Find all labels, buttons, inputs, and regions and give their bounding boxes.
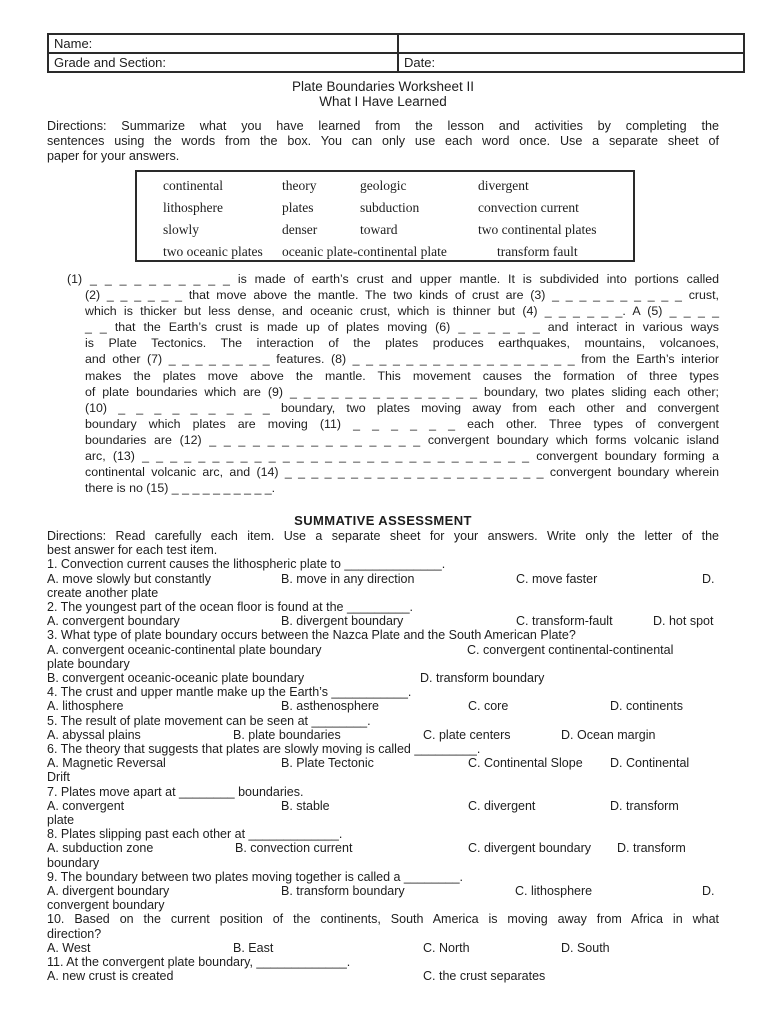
option-c: C. core [468,699,509,714]
name-row [48,34,744,53]
assessment-directions-line: best answer for each test item. [47,543,218,558]
option-line [47,572,719,586]
option-line [47,643,719,657]
directions-line: sentences using the words from the box. You can only use each word once. Use a separate sheet of [47,134,719,149]
option-d: D. Ocean margin [561,727,656,742]
option-b: B. asthenosphere [281,699,379,714]
summative-assessment-title: SUMMATIVE ASSESSMENT [294,513,472,528]
word-bank-item: divergent [478,178,529,193]
option-b: B. convection current [235,841,353,856]
option-a: A. lithosphere [47,699,124,714]
worksheet-title: Plate Boundaries Worksheet II [291,79,475,94]
option-c: C. North [423,940,470,955]
option-c: C. plate centers [423,727,511,742]
option-continuation-line: boundary [47,855,100,870]
word-bank-item: two continental plates [478,222,597,237]
question-continuation-line: direction? [47,926,102,941]
fill-in-line: makes the plates move above the mantle. This movement causes the formation of three types [85,368,719,383]
question-line: 4. The crust and upper mantle make up the Earth’s ___________. [47,685,412,700]
option-d: D. transform boundary [420,670,545,685]
word-bank-item: continental [163,178,223,193]
fill-in-line: boundary which plates are moving (11) _ _ _ _ _ _ each other. Three types of convergent [85,416,719,431]
word-bank-item: toward [360,222,398,237]
option-a: A. subduction zone [47,841,154,856]
question-line: 1. Convection current causes the lithospheric plate to ______________. [47,557,446,572]
fill-in-line: which is thicker but less dense, and oceanic crust, which is thinner but (4) _ _ _ _ _ _. A (5) _ _ _ _ [85,304,719,319]
option-b: B. convergent oceanic-oceanic plate boundary [47,670,305,685]
option-continuation-line: plate [47,812,75,827]
option-c: C. convergent continental-continental [467,642,674,657]
option-c: C. the crust separates [423,969,546,984]
name-value-cell [398,34,744,53]
word-bank-item: transform fault [497,244,578,259]
question-line: 9. The boundary between two plates moving together is called a ________. [47,869,464,884]
option-a: A. convergent boundary [47,614,180,629]
option-b: B. divergent boundary [281,614,404,629]
option-a: A. abyssal plains [47,727,141,742]
option-line [47,671,719,685]
option-line [47,756,719,770]
option-b: B. transform boundary [281,883,405,898]
option-a: A. divergent boundary [47,883,170,898]
option-b: B. stable [281,798,330,813]
option-c: C. transform-fault [516,614,613,629]
word-bank-item: denser [282,222,318,237]
fill-in-line: of plate boundaries which are (9) _ _ _ _ _ _ _ _ _ _ _ _ _ _ boundary, two plates sliding each other; [85,384,719,399]
option-line [47,699,719,713]
option-continuation-line: plate boundary [47,656,130,671]
option-c: C. Continental Slope [468,756,583,771]
word-bank-item: two oceanic plates [163,244,263,259]
fill-in-line: arc, (13) _ _ _ _ _ _ _ _ _ _ _ _ _ _ _ _ _ _ _ _ _ _ _ _ _ _ _ _ convergent boundary forming a [85,449,719,464]
word-bank-item: theory [282,178,317,193]
option-c: C. move faster [516,571,598,586]
option-a: A. convergent [47,798,125,813]
question-line: 5. The result of plate movement can be seen at ________. [47,713,371,728]
option-continuation-line: convergent boundary [47,898,165,913]
option-b: B. plate boundaries [233,727,341,742]
word-bank-item: subduction [360,200,420,215]
option-d: D. continents [610,699,683,714]
option-line [47,941,719,955]
option-c: C. divergent [468,798,536,813]
option-b: B. Plate Tectonic [281,756,374,771]
question-line: 3. What type of plate boundary occurs between the Nazca Plate and the South American Plate? [47,628,576,643]
option-line [47,799,719,813]
option-c: C. divergent boundary [468,841,591,856]
grade-date-row [48,53,744,72]
option-a: A. convergent oceanic-continental plate boundary [47,642,322,657]
fill-in-line: _ _ that the Earth’s crust is made up of plates moving (6) _ _ _ _ _ _ and interact in various ways [85,320,719,335]
title-block [47,79,719,109]
question-line: 10. Based on the current position of the continents, South America is moving away from Africa in what [47,912,719,927]
directions-line: paper for your answers. [47,149,180,164]
word-bank-item: slowly [163,222,200,237]
directions-paragraph [47,119,719,164]
option-c: C. lithosphere [515,883,593,898]
word-bank-item: lithosphere [163,200,223,215]
option-d: D. Continental [610,756,690,771]
word-bank-item: oceanic plate-continental plate [282,244,447,259]
assessment-directions-line: Directions: Read carefully each item. Use a separate sheet for your answers. Write only the letter of the [47,529,719,543]
option-line [47,884,719,898]
word-bank-item: geologic [360,178,407,193]
grade-label-cell: Grade and Section: [48,53,398,72]
fill-in-line: (2) _ _ _ _ _ _ that move above the mantle. The two kinds of crust are (3) _ _ _ _ _ _ _ _ _ _ crust, [85,288,719,303]
name-label-cell: Name: [48,34,398,53]
question-line: 8. Plates slipping past each other at _____________. [47,827,343,842]
fill-in-line: (1) _ _ _ _ _ _ _ _ _ _ is made of earth’s crust and upper mantle. It is subdivided into portions called [67,272,719,286]
question-line: 2. The youngest part of the ocean floor is found at the _________. [47,600,414,614]
option-line [47,969,719,983]
option-b: B. move in any direction [281,571,415,586]
directions-line: Directions: Summarize what you have learned from the lesson and activities by completing the [47,119,719,133]
option-d: D. transform [610,798,679,813]
question-line: 7. Plates move apart at ________ boundaries. [47,784,304,799]
option-continuation-line: create another plate [47,585,159,600]
assessment-section [47,529,719,983]
question-line: 11. At the convergent plate boundary, _____________. [47,954,351,969]
fill-in-line: there is no (15) _ _ _ _ _ _ _ _ _ _. [85,481,276,496]
fill-in-line: continental volcanic arc, and (14) _ _ _ _ _ _ _ _ _ _ _ _ _ _ _ _ _ _ _ _ convergent boundary wherein [85,465,719,480]
option-d: D. South [561,940,610,955]
option-line [47,614,719,628]
option-d: D. hot spot [653,614,714,629]
word-bank-item: convection current [478,200,579,215]
option-a: A. Magnetic Reversal [47,756,166,771]
option-d: D. [702,883,715,898]
option-continuation-line: Drift [47,770,70,785]
option-d: D. [702,571,715,586]
fill-in-line: is Plate Tectonics. The interaction of the plates produces earthquakes, mountains, volcanoes, [85,336,719,351]
question-line: 6. The theory that suggests that plates are slowly moving is called _________. [47,741,481,756]
header-table [47,33,745,73]
word-bank-item: plates [282,200,314,215]
option-b: B. East [233,940,274,955]
fill-in-line: boundaries are (12) _ _ _ _ _ _ _ _ _ _ _ _ _ _ _ convergent boundary which forms volcanic island [85,432,719,447]
fill-in-line: (10) _ _ _ _ _ _ _ _ _ boundary, two plates moving away from each other and convergent [85,400,719,415]
fill-in-line: and other (7) _ _ _ _ _ _ _ _ features. (8) _ _ _ _ _ _ _ _ _ _ _ _ _ _ _ _ _ from the Earth’s interior [85,352,719,367]
fill-in-paragraph [67,271,719,496]
option-d: D. transform [617,841,686,856]
option-a: A. move slowly but constantly [47,571,211,586]
worksheet-subtitle: What I Have Learned [319,94,447,109]
option-line [47,841,719,855]
option-a: A. new crust is created [47,969,174,984]
word-bank-box [135,170,635,262]
date-label-cell: Date: [398,53,744,72]
option-a: A. West [47,940,91,955]
option-line [47,728,719,742]
